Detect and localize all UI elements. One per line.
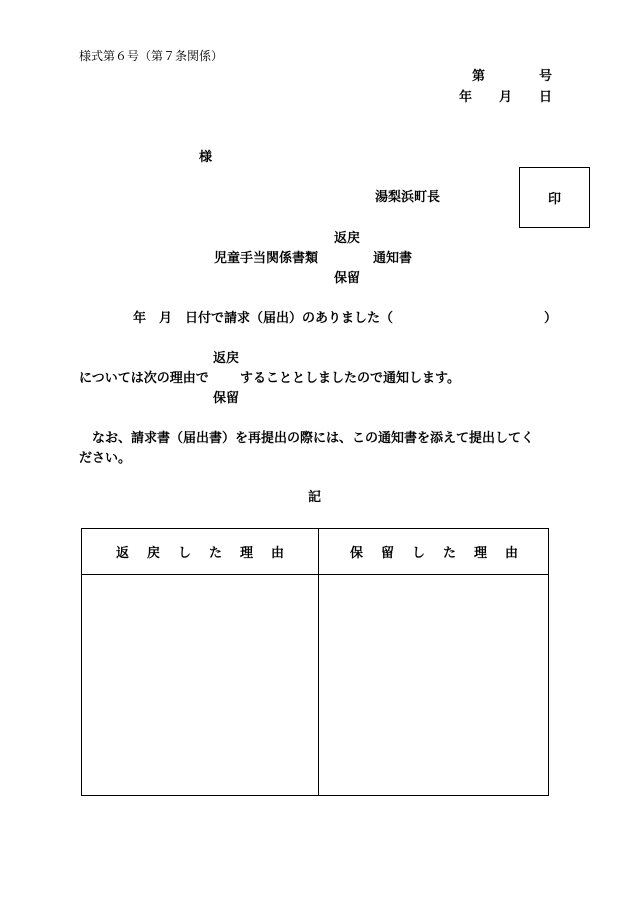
date-year: 年 bbox=[459, 90, 473, 105]
body-reason-text: については次の理由で bbox=[79, 371, 209, 386]
form-number-label: 様式第６号（第７条関係） bbox=[79, 49, 224, 63]
date-day: 日 bbox=[539, 90, 553, 105]
reason-table bbox=[81, 528, 549, 796]
addressee-sama: 様 bbox=[199, 150, 213, 165]
document-number-dai: 第 bbox=[472, 69, 486, 84]
date-month: 月 bbox=[499, 90, 513, 105]
header-henrei-reason: 返戻した理由 bbox=[115, 546, 302, 561]
ki-heading: 記 bbox=[308, 490, 322, 505]
title-tsuchisho: 通知書 bbox=[373, 251, 413, 266]
henrei-reason-cell bbox=[82, 575, 318, 795]
body-option-henrei: 返戻 bbox=[213, 351, 240, 366]
body-option-horyu: 保留 bbox=[213, 391, 240, 406]
title-main: 児童手当関係書類 bbox=[214, 251, 319, 266]
request-date-text: 年 月 日付で請求（届出）のありました（ bbox=[133, 311, 394, 326]
issuer-name: 湯梨浜町長 bbox=[375, 190, 441, 205]
title-option-horyu: 保留 bbox=[334, 271, 361, 286]
note-line-1: なお、請求書（届出書）を再提出の際には、この通知書を添えて提出してく bbox=[92, 431, 535, 446]
horyu-reason-cell bbox=[319, 575, 549, 795]
body-notice-text: することとしましたので通知します。 bbox=[240, 371, 460, 386]
seal-label: 印 bbox=[547, 192, 561, 207]
note-line-2: ださい。 bbox=[79, 451, 132, 466]
request-close-paren: ） bbox=[544, 311, 558, 326]
document-number-go: 号 bbox=[539, 69, 553, 84]
seal-box bbox=[519, 167, 590, 228]
title-option-henrei: 返戻 bbox=[334, 231, 361, 246]
header-horyu-reason: 保留した理由 bbox=[349, 546, 536, 561]
